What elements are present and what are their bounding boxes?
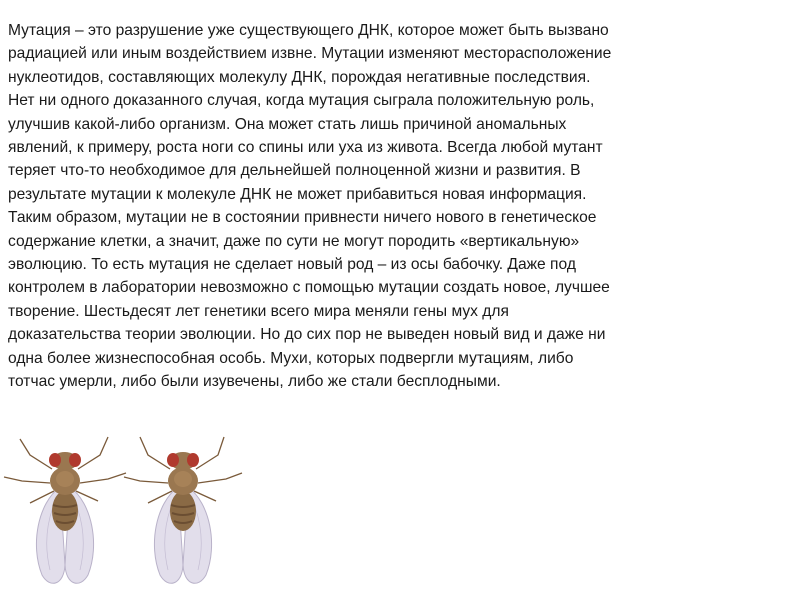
text-line: творение. Шестьдесят лет генетики всего мира меняли гены мух для [8, 302, 509, 320]
text-line: тотчас умерли, либо были изувечены, либо же стали бесплодными. [8, 373, 501, 391]
text-line: Мутация – это разрушение уже существующего ДНК, которое может быть вызвано [8, 22, 609, 39]
fruit-fly-icon [0, 425, 130, 595]
text-line: теряет что-то необходимое для дельнейшей полноценной жизни и развития. В [8, 162, 581, 180]
text-line: Нет ни одного доказанного случая, когда мутация сыграла положительную роль, [8, 92, 595, 110]
text-line: одна более жизнеспособная особь. Мухи, которых подвергли мутациям, либо [8, 349, 574, 367]
fruit-fly-icon [118, 425, 248, 595]
fly-drawing [4, 437, 126, 583]
text-line: результате мутации к молекуле ДНК не может прибавиться новая информация. [8, 185, 587, 203]
text-line: явлений, к примеру, роста ноги со спины или уха из живота. Всегда любой мутант [8, 139, 603, 157]
fly-drawing [124, 437, 242, 583]
text-line: Таким образом, мутации не в состоянии привнести ничего нового в генетическое [8, 209, 597, 227]
text-line: содержание клетки, а значит, даже по сути не могут породить «вертикальную» [8, 232, 580, 250]
text-line: доказательства теории эволюции. Но до сих пор не выведен новый вид и даже ни [8, 326, 606, 344]
text-line: улучшив какой-либо организм. Она может стать лишь причиной аномальных [8, 115, 567, 133]
body-text [8, 19, 794, 394]
text-line: контролем в лаборатории невозможно с помощью мутации создать новое, лучшее [8, 279, 610, 297]
text-line: радиацией или иным воздействием извне. Мутации изменяют месторасположение [8, 45, 612, 63]
text-line: нуклеотидов, составляющих молекулу ДНК, порождая негативные последствия. [8, 68, 591, 86]
text-line: эволюцию. То есть мутация не сделает новый род – из осы бабочку. Даже под [8, 256, 576, 274]
